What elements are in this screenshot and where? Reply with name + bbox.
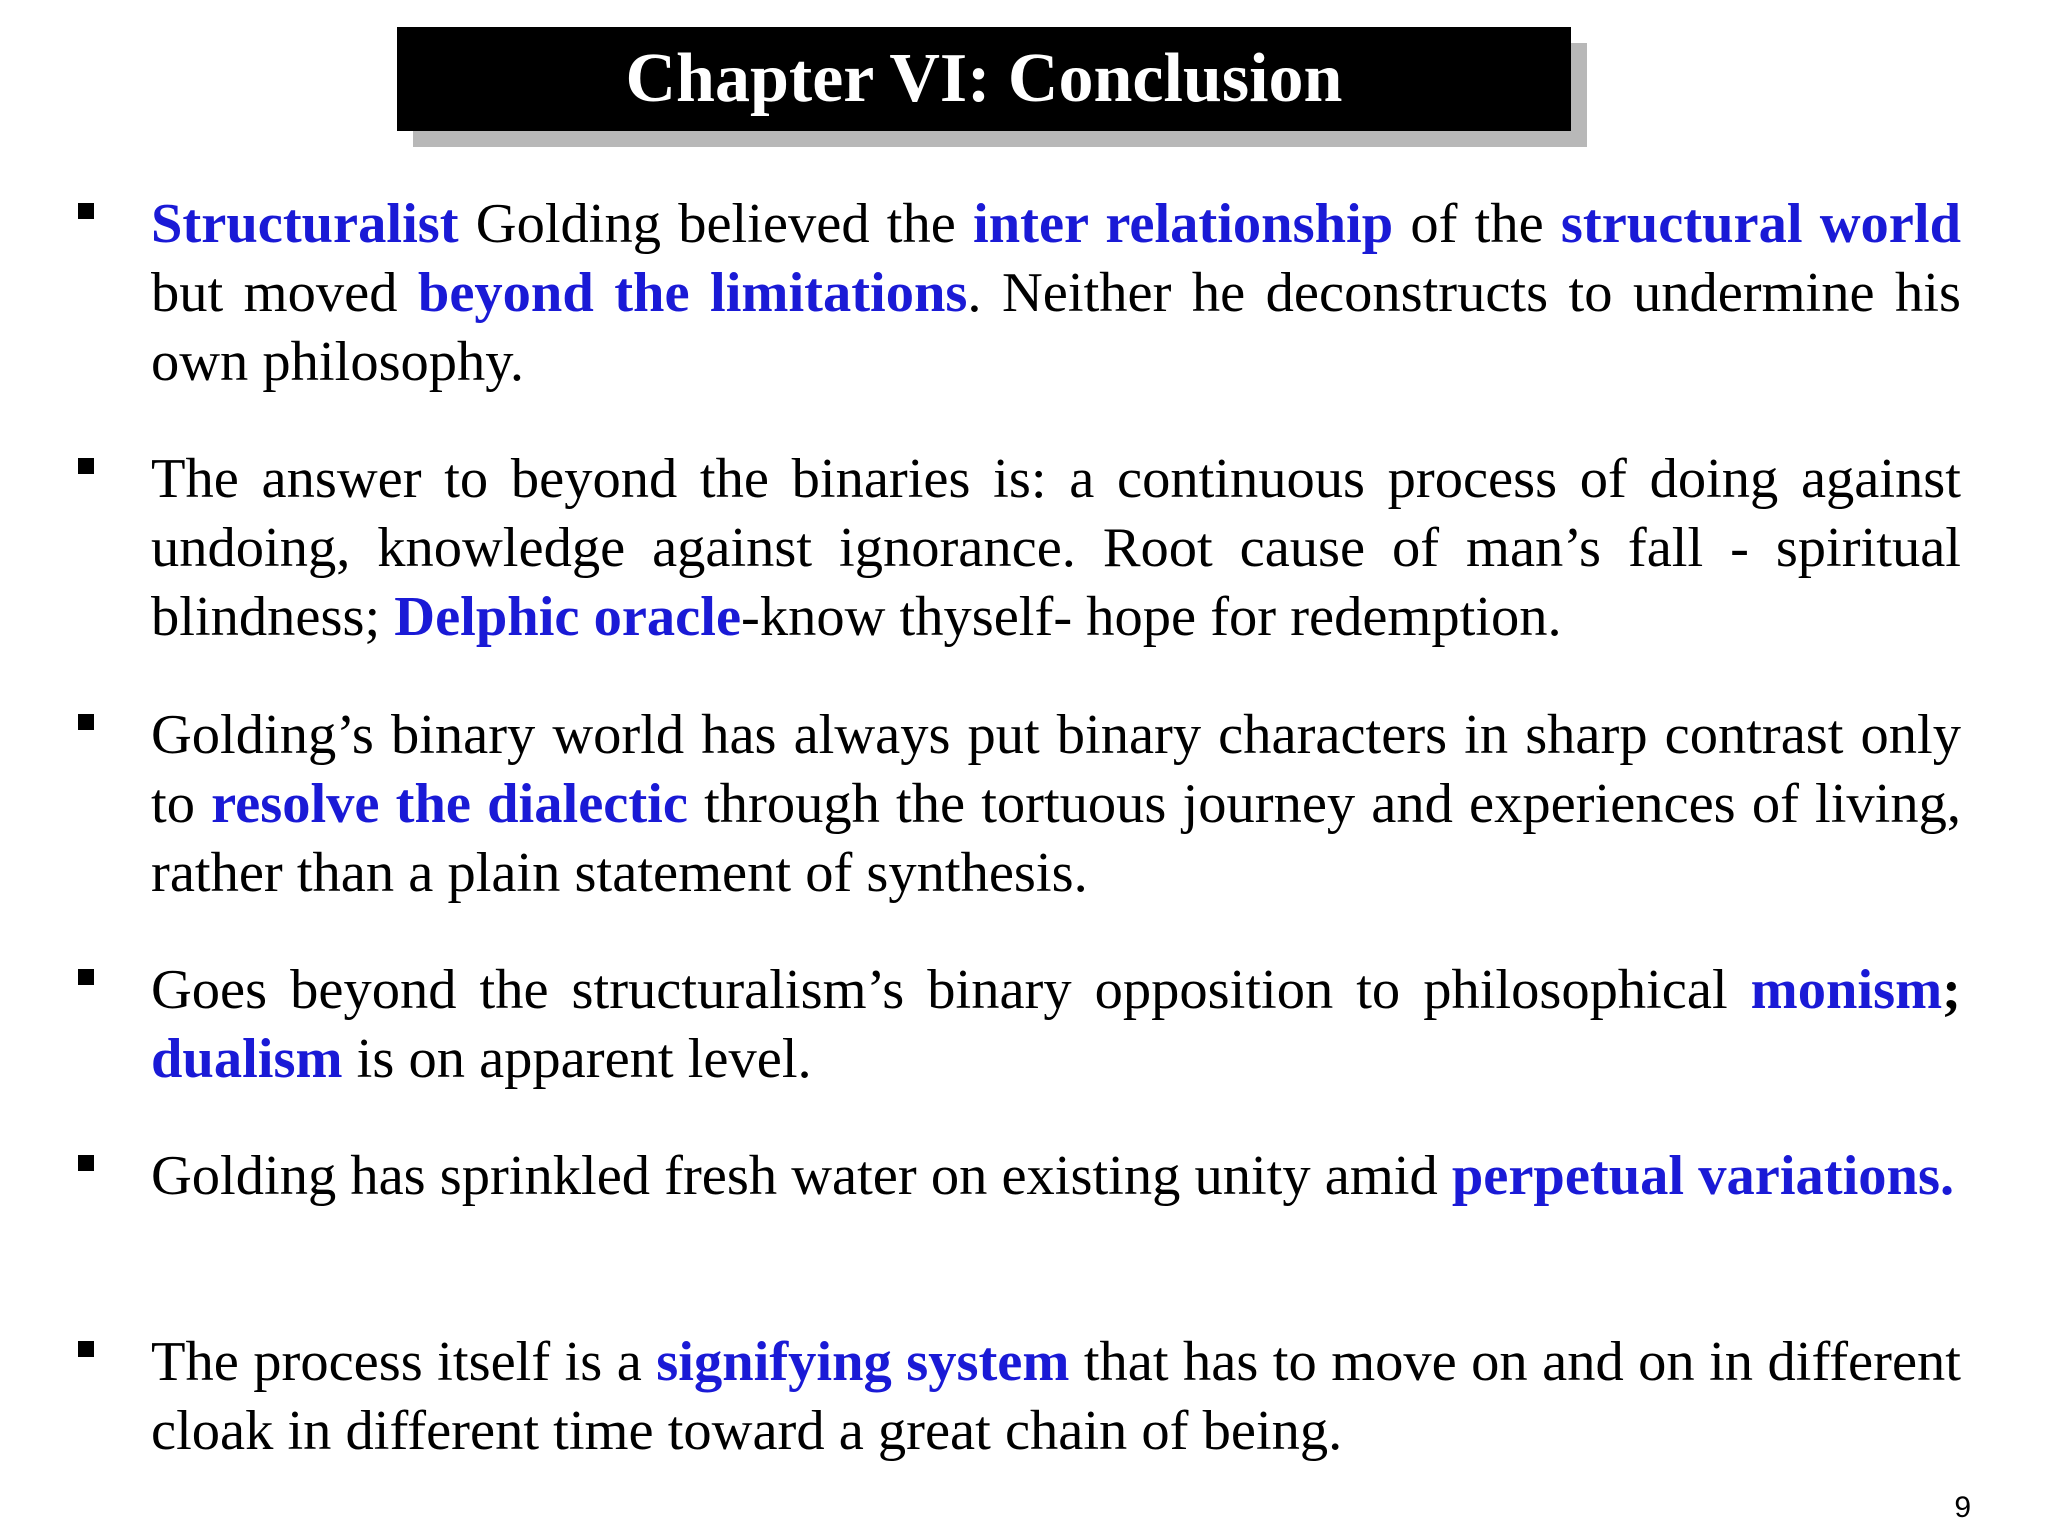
page-number: 9	[1954, 1491, 1971, 1524]
square-bullet-icon	[78, 969, 94, 985]
highlighted-term: resolve the dialectic	[211, 773, 688, 835]
bullet-segment: but moved	[151, 262, 418, 324]
bullet-text	[151, 190, 1961, 397]
highlighted-term: inter relationship	[973, 193, 1394, 255]
highlighted-term: monism	[1750, 959, 1943, 1021]
bullet-text	[151, 445, 1961, 652]
bullet-segment: Golding has sprinkled fresh water on existing unity amid	[151, 1145, 1452, 1207]
slide-title: Chapter VI: Conclusion	[397, 27, 1571, 131]
highlighted-term: perpetual variations.	[1451, 1145, 1955, 1207]
square-bullet-icon	[78, 714, 94, 730]
bullet-segment: Golding believed the	[458, 193, 974, 255]
highlighted-term: Structuralist	[151, 193, 459, 255]
highlighted-term: structural world	[1560, 193, 1961, 255]
bullet-segment: is on apparent level.	[342, 1028, 812, 1090]
bullet-segment: The answer to beyond the binaries is: a continuous process of doing against undoing, knowledge against ignorance. Root cause of man’s fall - spiritual blindness;	[151, 448, 1961, 648]
bullet-segment: Golding’s binary world has always put binary characters in sharp contrast only to	[151, 704, 1961, 835]
square-bullet-icon	[78, 1341, 94, 1357]
bullet-segment: -know thyself- hope for redemption.	[741, 586, 1562, 648]
bullet-segment: The process itself is a	[151, 1331, 657, 1393]
square-bullet-icon	[78, 1155, 94, 1171]
bullet-text	[151, 1142, 1961, 1211]
bullet-segment: through the tortuous journey and experiences of living, rather than a plain statement of synthesis.	[151, 773, 1962, 904]
highlighted-term: signifying system	[656, 1331, 1070, 1393]
bullet-segment: that has to move on and on in different cloak in different time toward a great chain of being.	[151, 1331, 1961, 1462]
slide-title-banner	[397, 27, 1571, 131]
bullet-text	[151, 701, 1961, 908]
highlighted-term: dualism	[151, 1028, 343, 1090]
highlighted-term: Delphic oracle	[394, 586, 742, 648]
square-bullet-icon	[78, 203, 94, 219]
square-bullet-icon	[78, 458, 94, 474]
bullet-text	[151, 956, 1961, 1094]
highlighted-term: beyond the limitations	[417, 262, 968, 324]
bullet-segment: of the	[1393, 193, 1561, 255]
bullet-text	[151, 1328, 1961, 1466]
bullet-segment: . Neither he deconstructs to undermine his own philosophy.	[151, 262, 1961, 393]
bullet-segment: Goes beyond the structuralism’s binary opposition to philosophical	[151, 959, 1751, 1021]
bullet-segment: ;	[1942, 959, 1961, 1021]
